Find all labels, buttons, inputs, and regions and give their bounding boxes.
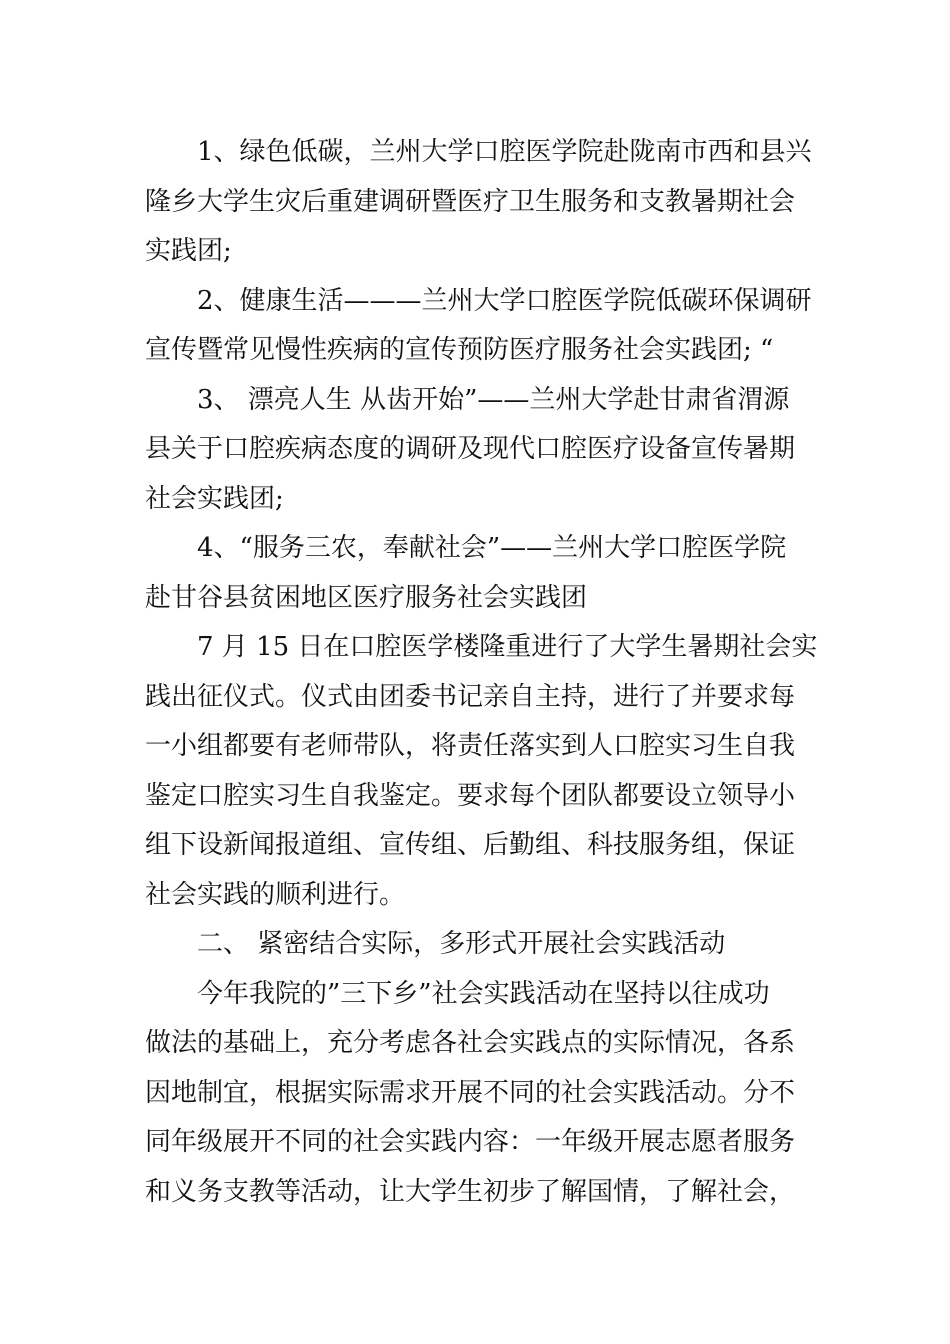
text-line: 和义务支教等活动，让大学生初步了解国情，了解社会， xyxy=(145,1177,796,1207)
text-line: 7 月 15 日在口腔医学楼隆重进行了大学生暑期社会实 xyxy=(197,632,818,662)
text-line: 隆乡大学生灾后重建调研暨医疗卫生服务和支教暑期社会 xyxy=(145,187,796,217)
text-line: 县关于口腔疾病态度的调研及现代口腔医疗设备宣传暑期 xyxy=(145,434,796,464)
text-line: 1、绿色低碳，兰州大学口腔医学院赴陇南市西和县兴 xyxy=(197,137,812,167)
text-line: 宣传暨常见慢性疾病的宣传预防医疗服务社会实践团; “ xyxy=(145,335,774,365)
text-line: 因地制宜，根据实际需求开展不同的社会实践活动。分不 xyxy=(145,1078,796,1108)
text-line: 同年级展开不同的社会实践内容：一年级开展志愿者服务 xyxy=(145,1127,796,1157)
text-line: 3、 漂亮人生 从齿开始”——兰州大学赴甘肃省渭源 xyxy=(197,385,790,415)
text-line: 践出征仪式。仪式由团委书记亲自主持，进行了并要求每 xyxy=(145,682,796,712)
text-line: 组下设新闻报道组、宣传组、后勤组、科技服务组，保证 xyxy=(145,830,796,860)
text-line: 一小组都要有老师带队，将责任落实到人口腔实习生自我 xyxy=(145,731,796,761)
text-line: 今年我院的”三下乡”社会实践活动在坚持以往成功 xyxy=(197,979,770,1009)
section-heading: 二、 紧密结合实际，多形式开展社会实践活动 xyxy=(197,929,726,959)
text-line: 社会实践团; xyxy=(145,484,284,514)
text-line: 2、健康生活———兰州大学口腔医学院低碳环保调研 xyxy=(197,286,812,316)
text-line: 鉴定口腔实习生自我鉴定。要求每个团队都要设立领导小 xyxy=(145,781,796,811)
text-line: 社会实践的顺利进行。 xyxy=(145,880,406,910)
text-line: 4、“服务三农，奉献社会”——兰州大学口腔医学院 xyxy=(197,533,787,563)
text-line: 做法的基础上，充分考虑各社会实践点的实际情况，各系 xyxy=(145,1028,796,1058)
text-line: 赴甘谷县贫困地区医疗服务社会实践团 xyxy=(145,583,588,613)
text-line: 实践团; xyxy=(145,236,232,266)
